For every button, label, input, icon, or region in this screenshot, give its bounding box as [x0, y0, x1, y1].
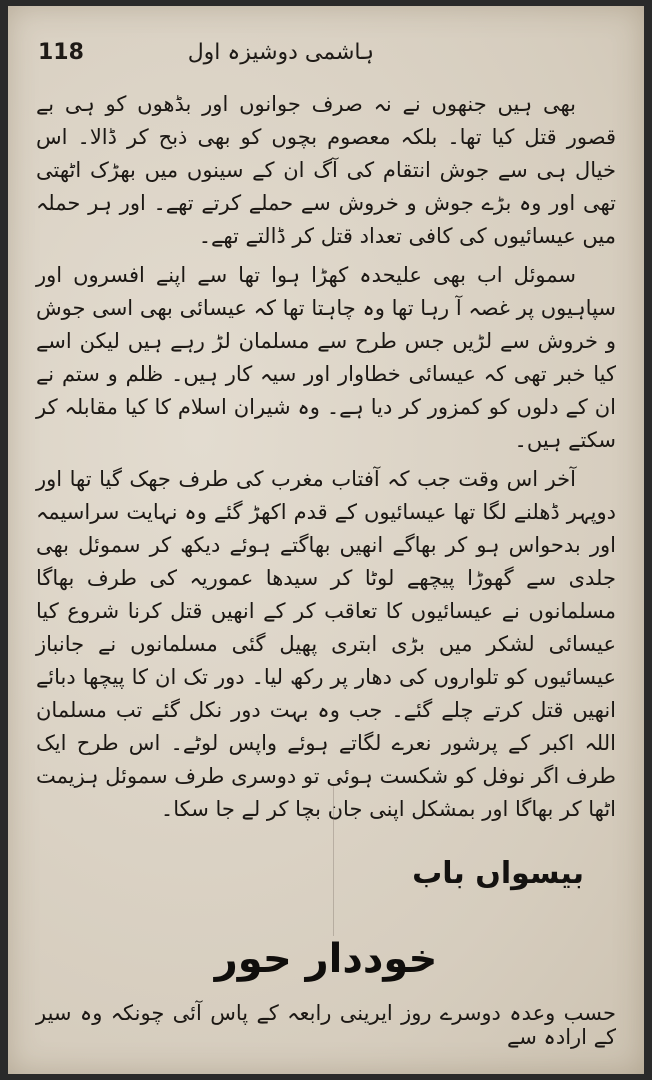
- paragraph: آخر اس وقت جب کہ آفتاب مغرب کی طرف جھک گیا تھا اور دوپہر ڈھلنے لگا تھا عیسائیوں کے قدم اکھڑ گئے وہ نہایت سراسیمہ اور بدحواس ہو کر بھاگے انھیں بھاگتے ہوئے دیکھ کر سموئل بھی جلدی سے گھوڑا پیچھے لوٹا کر سیدھا عموریہ کی طرف بھاگا مسلمانوں نے عیسائیوں کا تعاقب کر کے انھیں قتل کرنا شروع کیا عیسائی لشکر میں بڑی ابتری پھیل گئی مسلمانوں نے جانباز عیسائیوں کو تلواروں کی دھار پر رکھ لیا۔ دور تک ان کا پیچھا دبائے انھیں قتل کرتے چلے گئے۔ جب وہ بہت دور نکل گئے تب مسلمان اللہ اکبر کے پرشور نعرے لگاتے ہوئے واپس لوٹے۔ اس طرح ایک طرف اگر نوفل کو شکست ہوئی تو دوسری طرف سموئل ہزیمت اٹھا کر بھاگا اور بمشکل اپنی جان بچا کر لے جا سکا۔: [36, 467, 616, 821]
- page-crease: [333, 786, 334, 936]
- paragraph: بھی ہیں جنھوں نے نہ صرف جوانوں اور بڈھوں کو ہی بے قصور قتل کیا تھا۔ بلکہ معصوم بچوں کو بھی ذبح کر ڈالا۔ اس خیال ہی سے جوش انتقام کی آگ ان کے سینوں میں بھڑک اٹھتی تھی اور وہ بڑے جوش و خروش سے حملے کرتے تھے۔ اور ہر حملہ میں عیسائیوں کی کافی تعداد قتل کر ڈالتے تھے۔: [36, 92, 616, 248]
- body-text: [36, 88, 616, 832]
- paragraph: سموئل اب بھی علیحدہ کھڑا ہوا تھا سے اپنے افسروں اور سپاہیوں پر غصہ آ رہا تھا وہ چاہتا تھا کہ عیسائی بھی اسی جوش و خروش سے لڑیں جس طرح سے مسلمان لڑ رہے ہیں لیکن اسے کیا خبر تھی کہ عیسائی خطاوار اور سیہ کار ہیں۔ ظلم و ستم نے ان کے دلوں کو کمزور کر دیا ہے۔ وہ شیران اسلام کا کیا مقابلہ کر سکتے ہیں۔: [36, 263, 616, 452]
- closing-line: حسب وعدہ دوسرے روز ایرینی رابعہ کے پاس آئی چونکہ وہ سیر کے ارادہ سے: [36, 1001, 616, 1049]
- page-number: 118: [38, 40, 84, 65]
- chapter-number: بیسواں باب: [412, 856, 584, 891]
- chapter-title: خوددار حور: [214, 936, 438, 982]
- page-header: [38, 36, 604, 76]
- running-title: ہاشمی دوشیزہ اول: [187, 40, 374, 65]
- book-page: [8, 6, 644, 1074]
